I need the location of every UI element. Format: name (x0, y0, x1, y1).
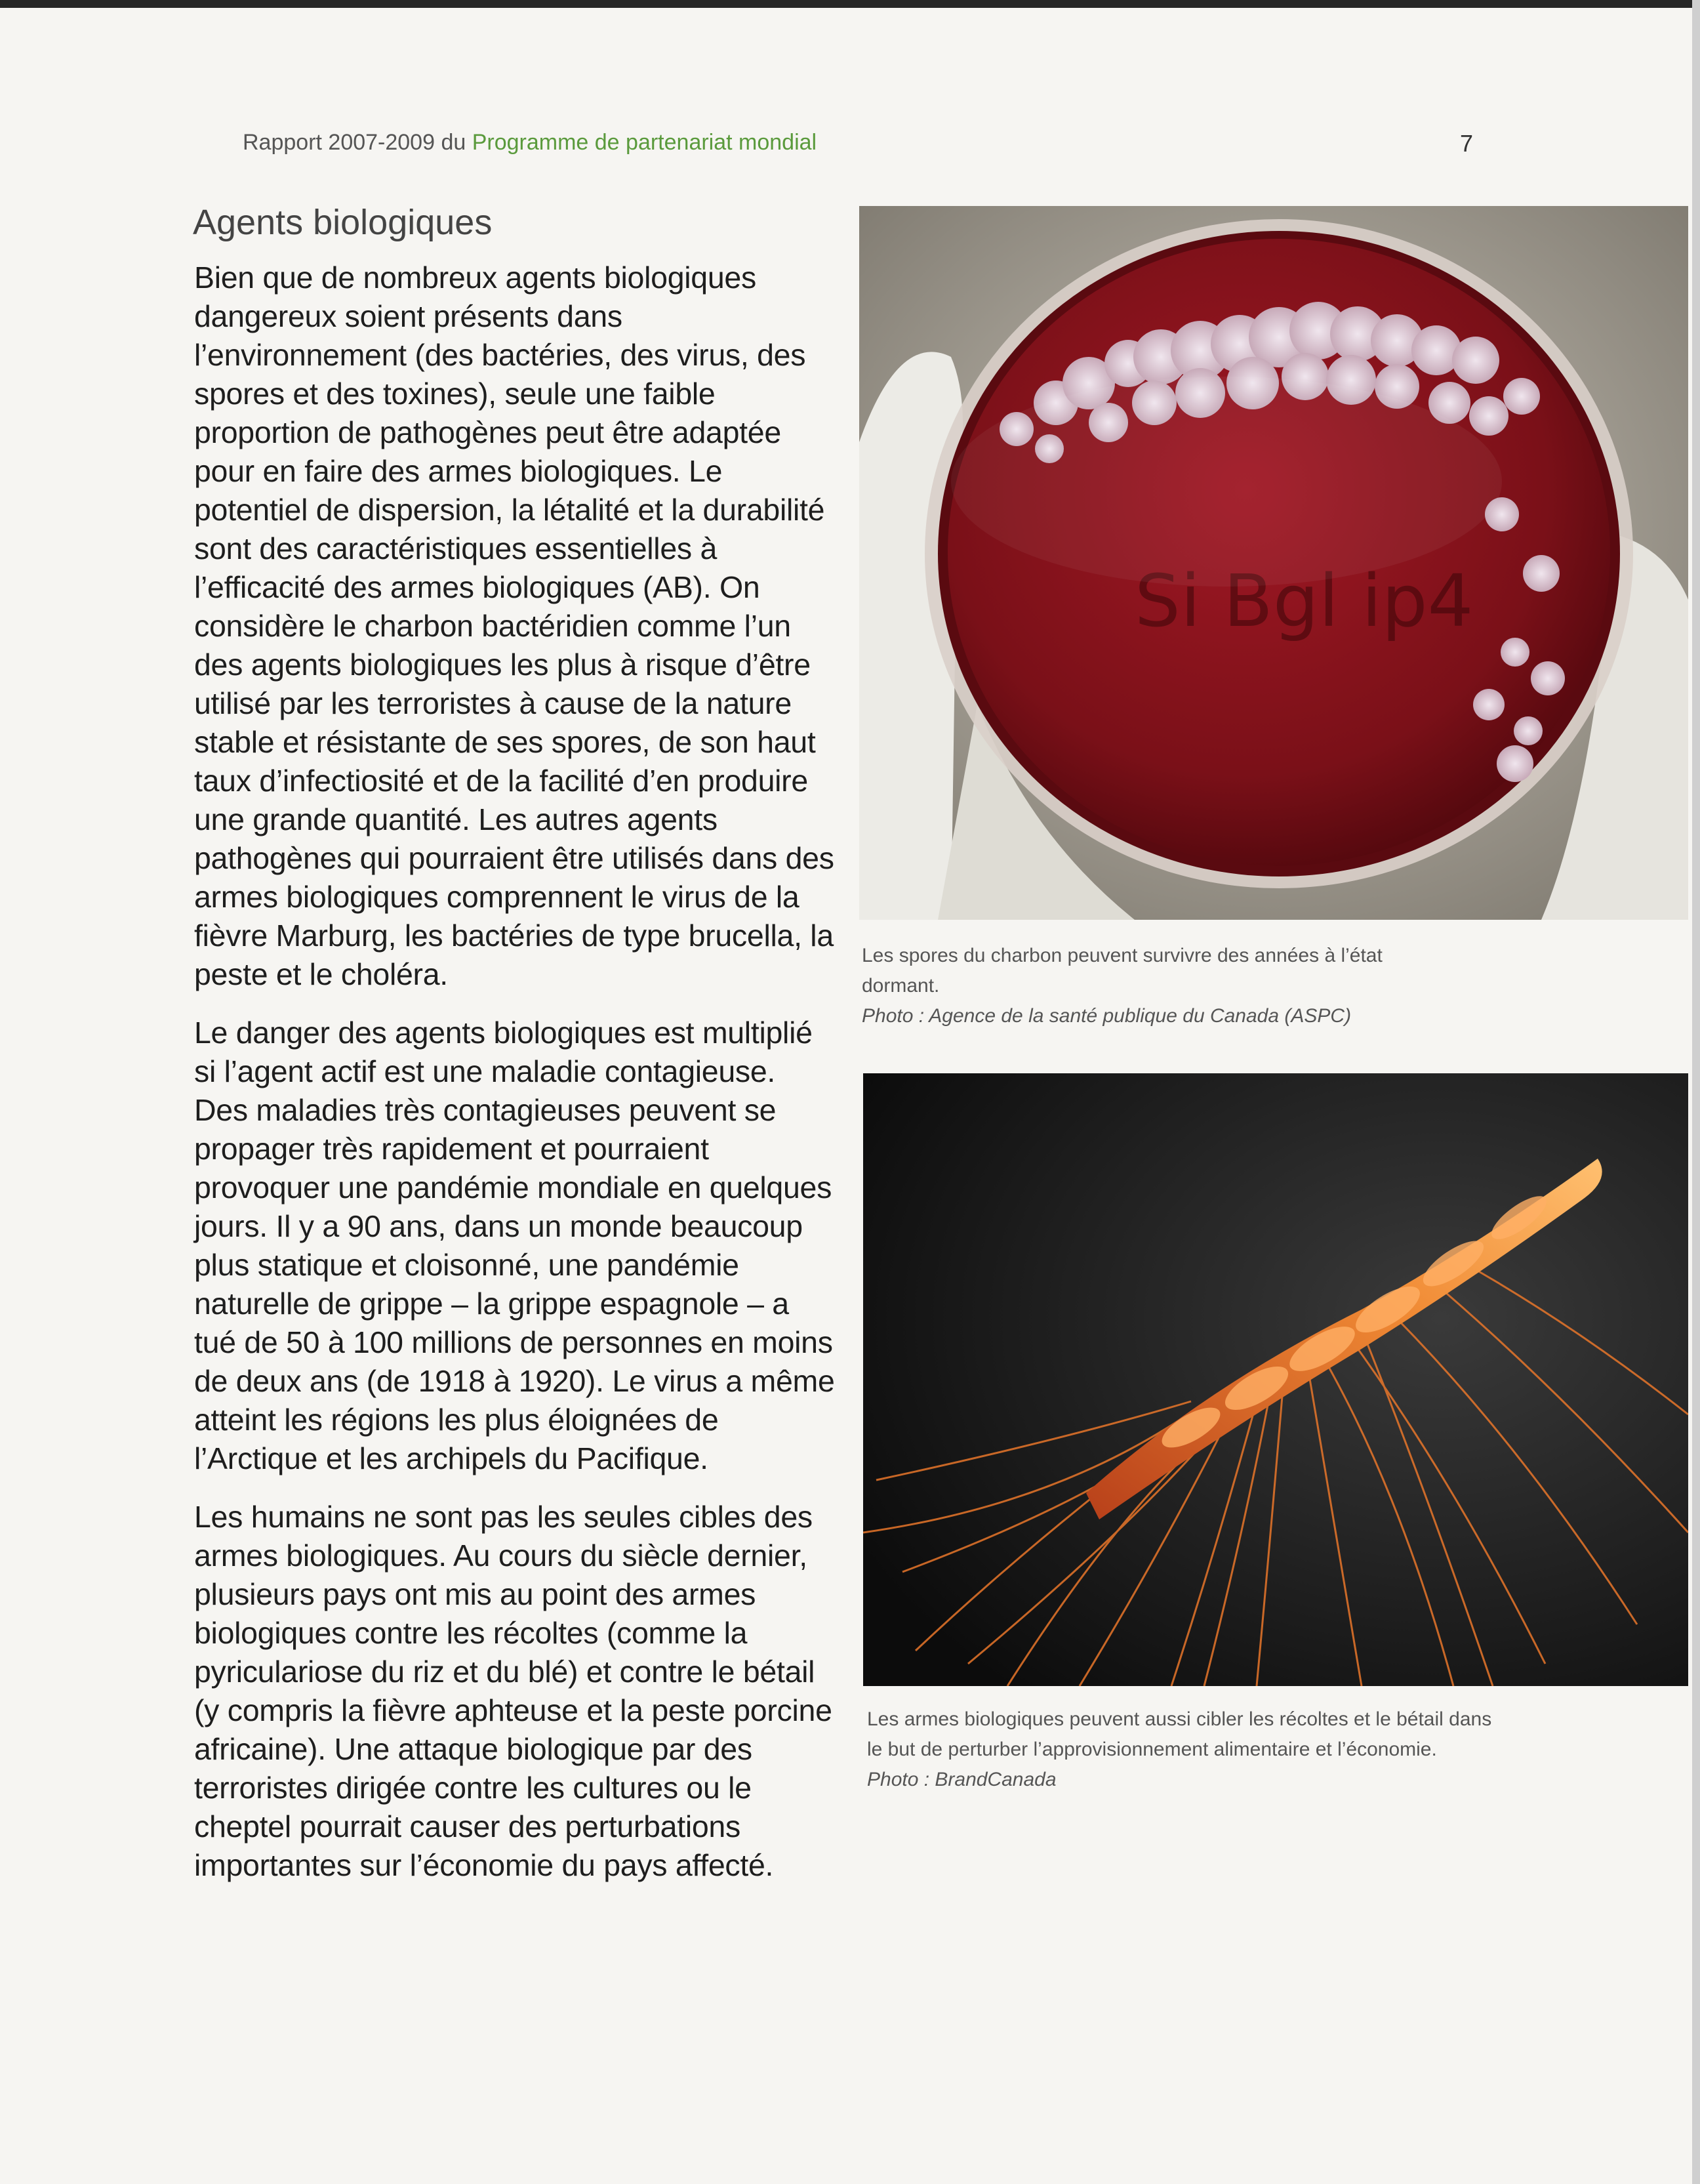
running-header (243, 130, 817, 155)
figure-2-credit: Photo : BrandCanada (867, 1769, 1057, 1790)
page-top-edge (0, 0, 1700, 8)
body-column (194, 258, 837, 1905)
figure-2-caption (867, 1704, 1510, 1795)
header-program-name: Programme de partenariat mondial (472, 130, 817, 155)
page-right-edge (1692, 0, 1700, 2184)
petri-dish-photo (859, 206, 1688, 920)
svg-text:Si Bgl ip4: Si Bgl ip4 (1135, 559, 1474, 643)
wheat-photo (863, 1073, 1688, 1686)
section-title: Agents biologiques (193, 203, 493, 242)
paragraph-2: Le danger des agents biologiques est multiplié si l’agent actif est une maladie contagieuse. Des maladies très contagieuses peuvent se propager très rapidement et pourraient provoquer une pandémie mondiale en quelques jours. Il y a 90 ans, dans un monde beaucoup plus statique et cloisonné, une pandémie naturelle de grippe – la grippe espagnole – a tué de 50 à 100 millions de personnes en moins de deux ans (de 1918 à 1920). Le virus a même atteint les régions les plus éloignées de l’Arctique et les archipels du Pacifique. (194, 1016, 835, 1475)
figure-1-credit: Photo : Agence de la santé publique du Canada (ASPC) (862, 1005, 1352, 1027)
figure-2-caption-text: Les armes biologiques peuvent aussi cibler les récoltes et le bétail dans le but de perturber l’approvisionnement alimentaire et l’économie. (867, 1708, 1492, 1760)
paragraph-1: Bien que de nombreux agents biologiques dangereux soient présents dans l’environnement (des bactéries, des virus, des spores et des toxines), seule une faible proportion de pathogènes peut être adaptée pour en faire des armes biologiques. Le potentiel de dispersion, la létalité et la durabilité sont des caractéristiques essentielles à l’efficacité des armes biologiques (AB). On considère le charbon bactéridien comme l’un des agents biologiques les plus à risque d’être utilisé par les terroristes à cause de la nature stable et résistante de ses spores, de son haut taux d’infectiosité et de la facilité d’en produire une grande quantité. Les autres agents pathogènes qui pourraient être utilisés dans des armes biologiques comprennent le virus de la fièvre Marburg, les bactéries de type brucella, la peste et le choléra. (194, 260, 834, 991)
figure-1-caption (862, 941, 1452, 1031)
header-prefix: Rapport 2007-2009 du (243, 130, 472, 155)
page-number: 7 (1460, 130, 1474, 157)
figure-1-caption-text: Les spores du charbon peuvent survivre des années à l’état dormant. (862, 945, 1383, 997)
paragraph-3: Les humains ne sont pas les seules cibles des armes biologiques. Au cours du siècle dernier, plusieurs pays ont mis au point des armes biologiques contre les récoltes (comme la pyriculariose du riz et du blé) et contre le bétail (y compris la fièvre aphteuse et la peste porcine africaine). Une attaque biologique par des terroristes dirigée contre les cultures ou le cheptel pourrait causer des perturbations importantes sur l’économie du pays affecté. (194, 1500, 832, 1882)
